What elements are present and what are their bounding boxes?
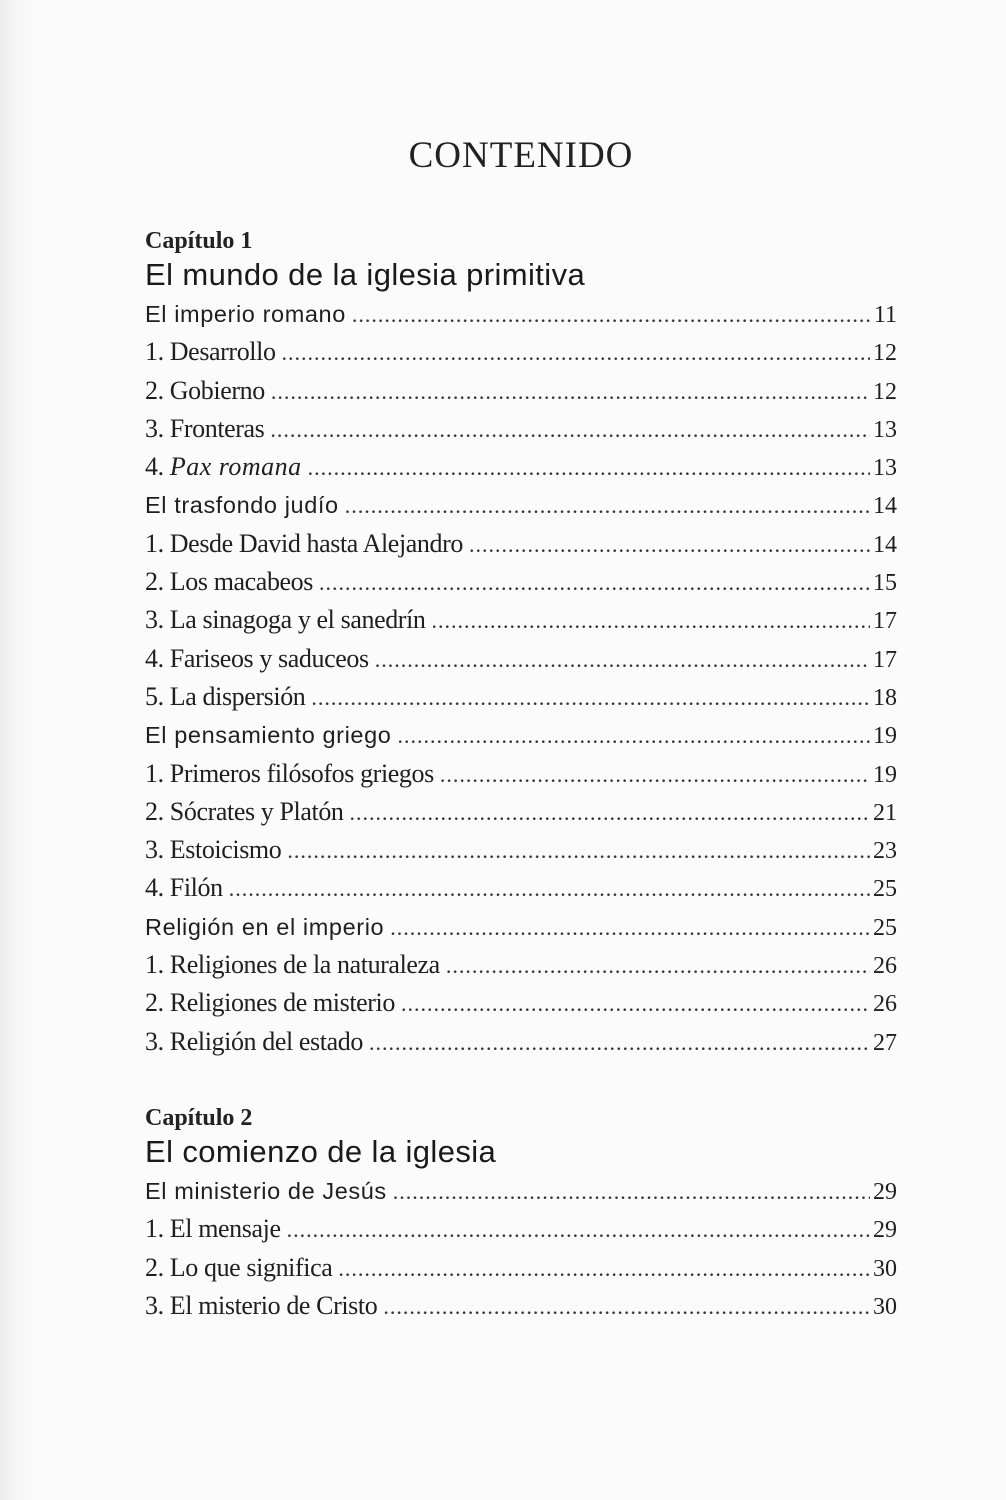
dot-leader — [282, 334, 870, 371]
dot-leader — [432, 602, 871, 639]
chapter-2-block — [145, 1103, 897, 1325]
entry-title: 1. Primeros filósofos griegos — [145, 758, 434, 788]
entry-title: El pensamiento griego — [145, 722, 392, 749]
toc-section-entry — [145, 908, 897, 946]
toc-item-entry — [145, 1023, 897, 1061]
dot-leader — [338, 1250, 870, 1287]
entry-title: 2. Los macabeos — [145, 567, 314, 597]
page-number: 14 — [873, 531, 897, 558]
entry-title: 3. Estoicismo — [145, 835, 282, 865]
dot-leader — [390, 909, 870, 946]
dot-leader — [375, 641, 870, 678]
dot-leader — [345, 487, 870, 524]
toc-item-entry — [145, 1210, 897, 1248]
page-number: 15 — [873, 570, 897, 597]
page-number: 19 — [873, 761, 897, 788]
entry-title: 2. Religiones de misterio — [145, 988, 395, 1018]
dot-leader — [319, 564, 870, 601]
dot-leader — [383, 1288, 870, 1325]
toc-item-entry — [145, 525, 897, 563]
dot-leader — [270, 411, 870, 448]
dot-leader — [308, 449, 870, 486]
chapter-title: El comienzo de la iglesia — [145, 1134, 497, 1169]
dot-leader — [369, 1024, 870, 1061]
entry-title: Religión en el imperio — [145, 913, 385, 940]
page-number: 12 — [873, 340, 897, 367]
toc-item-entry — [145, 831, 897, 869]
toc-item-entry — [145, 601, 897, 639]
entry-title-italic: Pax romana — [169, 452, 302, 482]
entry-title: 5. La dispersión — [145, 681, 306, 711]
entry-title: 2. Lo que significa — [145, 1252, 333, 1282]
toc-item-entry — [145, 1287, 897, 1325]
entry-title: 1. Desarrollo — [145, 337, 276, 367]
toc-item-entry — [145, 333, 897, 371]
dot-leader — [287, 1211, 870, 1248]
page-number: 30 — [873, 1255, 897, 1282]
entry-title: El imperio romano — [145, 301, 346, 327]
entry-title: 3. Religión del estado — [145, 1026, 363, 1056]
toc-item-entry — [145, 640, 897, 678]
dot-leader — [401, 985, 870, 1022]
entry-title: 4. Fariseos y saduceos — [145, 643, 369, 673]
page-number: 27 — [873, 1029, 897, 1056]
page-number: 17 — [873, 608, 897, 635]
dot-leader — [393, 1173, 870, 1210]
dot-leader — [352, 296, 871, 333]
page-number: 23 — [873, 838, 897, 865]
toc-section-entry — [145, 486, 897, 524]
entry-title: 1. El mensaje — [145, 1214, 281, 1244]
page-title: CONTENIDO — [408, 135, 634, 176]
page-number: 11 — [873, 302, 897, 328]
page-number: 17 — [873, 646, 897, 673]
dot-leader — [271, 373, 870, 410]
toc-section-entry — [145, 716, 897, 754]
entry-title: 3. El misterio de Cristo — [145, 1290, 378, 1320]
toc-item-entry — [145, 984, 897, 1022]
toc-section-entry — [145, 295, 897, 333]
toc-section-entry — [145, 1172, 897, 1210]
page-number: 25 — [873, 876, 897, 903]
chapter-label: Capítulo 2 — [145, 1105, 253, 1131]
page-number: 13 — [873, 455, 897, 482]
dot-leader — [311, 679, 870, 716]
entry-title: 3. La sinagoga y el sanedrín — [145, 605, 426, 635]
page-number: 26 — [873, 991, 897, 1018]
page-number: 14 — [873, 493, 897, 520]
entry-title: 4. Filón — [145, 873, 223, 903]
page-number: 29 — [873, 1217, 897, 1244]
page-number: 18 — [873, 684, 897, 711]
entry-title: El ministerio de Jesús — [145, 1178, 387, 1204]
toc-item-entry — [145, 755, 897, 793]
page-number: 25 — [873, 914, 897, 941]
page-number: 26 — [873, 953, 897, 980]
dot-leader — [397, 717, 870, 754]
dot-leader — [440, 756, 870, 793]
toc-item-entry — [145, 869, 897, 907]
entry-title: El trasfondo judío — [145, 492, 339, 519]
dot-leader — [287, 832, 870, 869]
page-number: 13 — [873, 416, 897, 443]
entry-title: 1. Religiones de la naturaleza — [145, 950, 440, 980]
dot-leader — [229, 870, 870, 907]
page-number: 19 — [873, 723, 897, 750]
page-number: 29 — [873, 1179, 897, 1205]
entry-title: 2. Sócrates y Platón — [145, 796, 344, 826]
page-number: 21 — [873, 799, 897, 826]
chapter-1-block — [145, 226, 897, 1061]
page-number: 30 — [873, 1293, 897, 1320]
entry-title — [145, 448, 302, 486]
dot-leader — [350, 794, 870, 831]
toc-item-entry — [145, 563, 897, 601]
chapter-title: El mundo de la iglesia primitiva — [145, 257, 586, 292]
chapter-label: Capítulo 1 — [145, 228, 253, 254]
toc-item-entry — [145, 793, 897, 831]
toc-item-entry — [145, 678, 897, 716]
toc-item-entry — [145, 410, 897, 448]
dot-leader — [469, 526, 870, 563]
toc-item-entry — [145, 372, 897, 410]
dot-leader — [446, 947, 870, 984]
page-number: 12 — [873, 378, 897, 405]
entry-number: 4. — [145, 452, 170, 482]
toc-item-entry — [145, 448, 897, 486]
toc-item-entry — [145, 946, 897, 984]
entry-title: 2. Gobierno — [145, 375, 265, 405]
entry-title: 1. Desde David hasta Alejandro — [145, 528, 463, 558]
toc-item-entry — [145, 1249, 897, 1287]
entry-title: 3. Fronteras — [145, 413, 265, 443]
